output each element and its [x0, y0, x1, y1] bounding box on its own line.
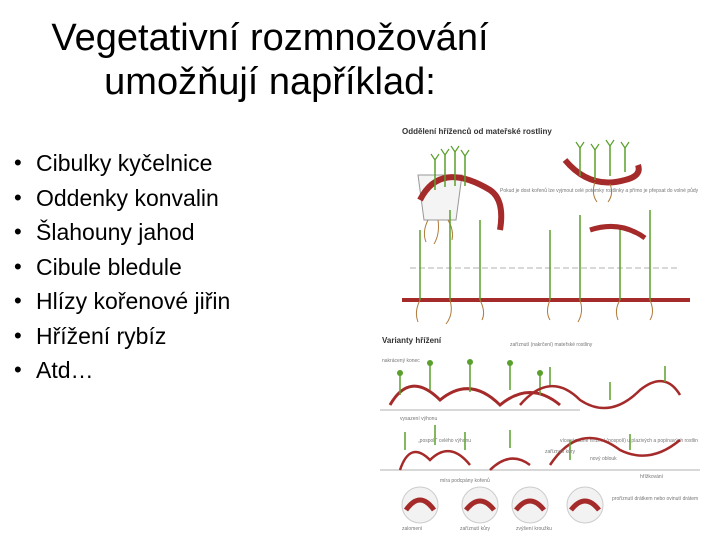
bullet-item: • Atd… — [14, 353, 230, 388]
bullet-item: • Hlízy kořenové jiřin — [14, 284, 230, 319]
bottom-row-drawing — [380, 425, 700, 470]
variant-serpentine-drawing — [520, 366, 680, 408]
figure-top-heading: Oddělení hříženců od mateřské rostliny — [402, 127, 552, 136]
slide-title — [20, 16, 520, 104]
bullet-item: • Cibulky kyčelnice — [14, 146, 230, 181]
layering-illustration-svg — [380, 120, 710, 535]
figure-label-i: míra podcpány kořenů — [440, 478, 490, 484]
ground-line-row-2 — [402, 268, 690, 300]
figure-label-g: nový oblouk — [590, 456, 617, 462]
figure-label-c: vysazení výhonu — [400, 416, 438, 422]
figure-label-j: zalomení — [402, 526, 423, 532]
bullet-item: • Hřížení rybíz — [14, 319, 230, 354]
figure-label-l: zvýšení kroužku — [516, 526, 552, 532]
figure-label-f: zaříznutí kůry — [545, 449, 576, 455]
figure-label-e: vícenásobné hřížení (pospolí) u plazivých a popínavých rostlin — [560, 438, 698, 444]
slide-title-line-2: umožňují například: — [104, 61, 436, 103]
figure-label-m: proříznutí drátkem nebo ovinutí drátem — [612, 496, 699, 502]
rooted-shoots-row-2 — [416, 210, 652, 324]
bullet-item: • Oddenky konvalin — [14, 181, 230, 216]
bullet-item: • Cibule bledule — [14, 250, 230, 285]
slide-title-line-1: Vegetativní rozmnožování — [51, 17, 489, 59]
technique-circles — [402, 487, 603, 523]
figure-variants-heading: Varianty hřížení — [382, 336, 442, 345]
bullet-item: • Šlahouny jahod — [14, 215, 230, 250]
figure-label-a: zaříznutí (nakrčení) mateřské rostliny — [510, 342, 593, 348]
bullet-list — [14, 146, 230, 388]
figure-label-b: nakrácený konec — [382, 358, 420, 364]
figure-label-k: zaříznutí kůry — [460, 526, 491, 532]
figure-label-h: hřížkování — [640, 474, 664, 480]
figure-label-d: „pospolí“ celého výhonu — [418, 438, 472, 444]
figure-top-note: Pokud je dost kořenů lze vyjmout celé potomky rostlinky a přímo je přepsat do volné půdy — [500, 188, 699, 194]
layering-illustration — [380, 120, 710, 535]
